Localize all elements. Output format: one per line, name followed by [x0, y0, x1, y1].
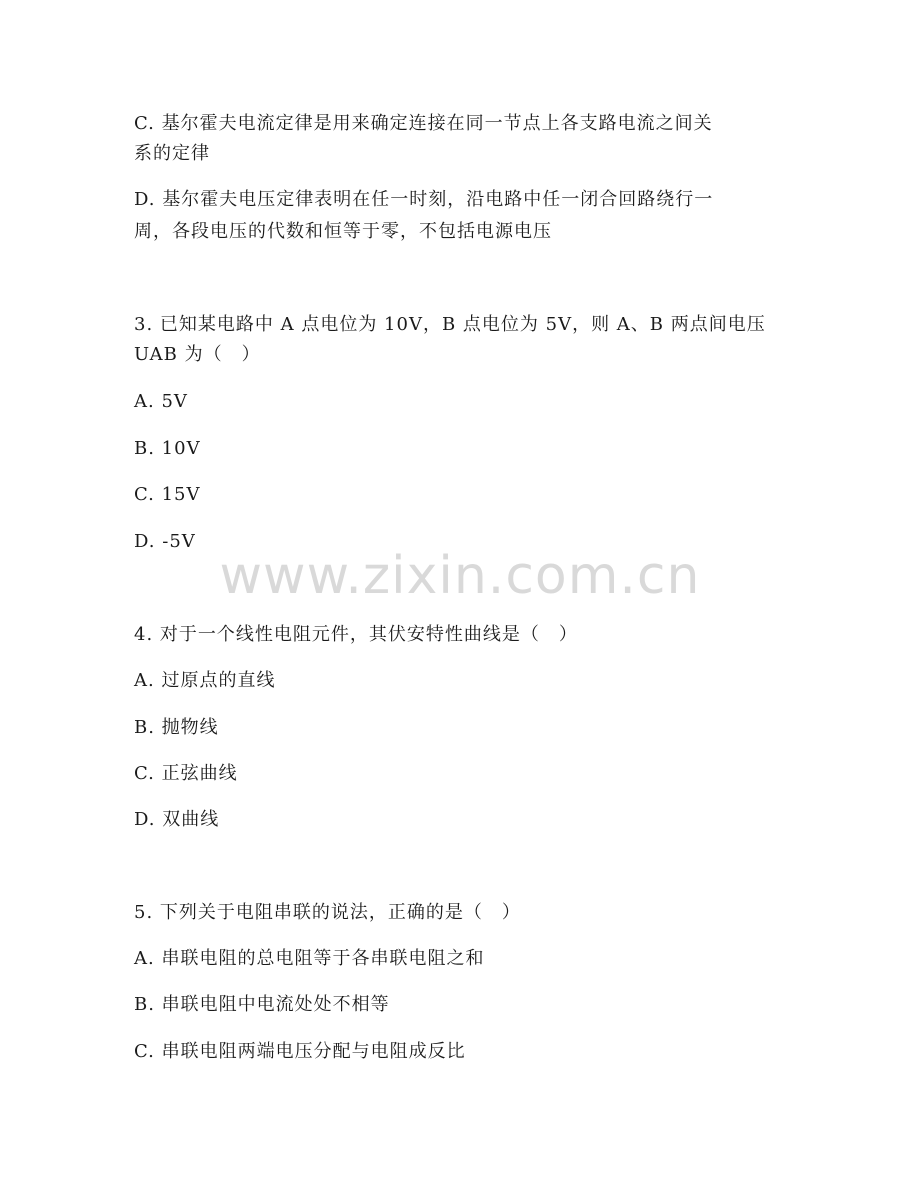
q5-option-c: C. 串联电阻两端电压分配与电阻成反比: [134, 1041, 466, 1062]
q4-option-a: A. 过原点的直线: [134, 670, 276, 691]
q3-option-c: C. 15V: [134, 484, 201, 505]
option-d-line-2: 周，各段电压的代数和恒等于零，不包括电源电压: [134, 221, 552, 242]
q3-stem-line-1: 3. 已知某电路中 A 点电位为 10V，B 点电位为 5V，则 A、B 两点间电压: [134, 314, 766, 335]
option-c-line-2: 系的定律: [134, 143, 210, 164]
q5-option-a: A. 串联电阻的总电阻等于各串联电阻之和: [134, 948, 485, 969]
q5-stem: 5. 下列关于电阻串联的说法，正确的是（ ）: [134, 902, 521, 923]
watermark: www.zixin.com.cn: [219, 546, 701, 606]
q3-option-b: B. 10V: [134, 438, 201, 459]
q4-option-b: B. 抛物线: [134, 717, 219, 738]
q3-option-a: A. 5V: [134, 391, 188, 412]
option-d-line-1: D. 基尔霍夫电压定律表明在任一时刻，沿电路中任一闭合回路绕行一: [134, 189, 714, 210]
q4-option-c: C. 正弦曲线: [134, 763, 238, 784]
q4-stem: 4. 对于一个线性电阻元件，其伏安特性曲线是（ ）: [134, 624, 578, 645]
q3-option-d: D. -5V: [134, 531, 196, 552]
q3-stem-line-2: UAB 为（ ）: [134, 344, 261, 365]
q4-option-d: D. 双曲线: [134, 809, 220, 830]
q5-option-b: B. 串联电阻中电流处处不相等: [134, 994, 390, 1015]
option-c-line-1: C. 基尔霍夫电流定律是用来确定连接在同一节点上各支路电流之间关: [134, 113, 713, 134]
